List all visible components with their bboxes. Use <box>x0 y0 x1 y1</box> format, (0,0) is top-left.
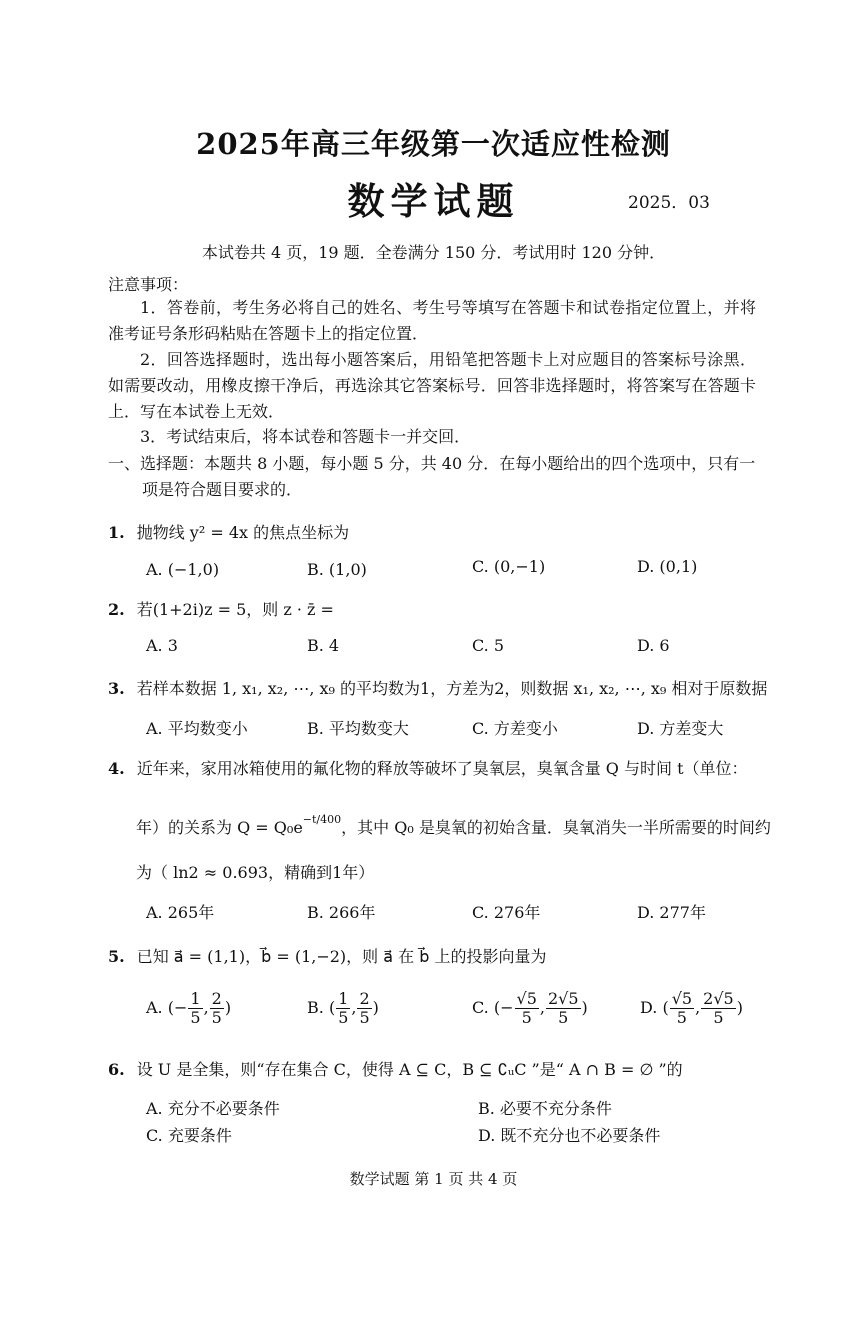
numerator: 2√5 <box>703 989 734 1008</box>
question-stem: 已知 a⃗ = (1,1)，b⃗ = (1,−2)，则 a⃗ 在 b⃗ 上的投影向量为 <box>136 947 547 966</box>
question-stem: 若(1+2i)z = 5，则 z · z̄ = <box>136 600 334 619</box>
q1-option-d: D. (0,1) <box>637 557 698 576</box>
paren-open: (− <box>167 998 188 1017</box>
denominator: 5 <box>190 1008 201 1027</box>
q3-option-a: A. 平均数变小 <box>146 719 248 738</box>
q2-option-c: C. 5 <box>472 636 505 655</box>
numerator: √5 <box>516 989 537 1008</box>
fraction <box>188 990 202 1027</box>
q5-option-a: A. (− $\frac{1}{5}$ , $\frac{2}{5}$ ) <box>146 989 232 1027</box>
q2-option-d: D. 6 <box>637 636 670 655</box>
question-4-line-2 <box>136 815 771 838</box>
subject-title: 数学试题 <box>347 179 520 223</box>
q4-option-d: D. 277年 <box>637 903 706 922</box>
q4-option-a: A. 265年 <box>146 903 215 922</box>
exam-date: 2025．03 <box>628 193 710 213</box>
fraction <box>357 990 371 1027</box>
question-stem: 近年来，家用冰箱使用的氟化物的释放等破坏了臭氧层，臭氧含量 Q 与时间 t（单位： <box>136 759 748 778</box>
question-stem: 抛物线 y² = 4x 的焦点坐标为 <box>136 523 350 542</box>
option-label: C. <box>472 998 489 1017</box>
denominator: 5 <box>713 1008 724 1027</box>
q6-option-d: D. 既不充分也不必要条件 <box>478 1126 661 1145</box>
question-stem: 若样本数据 1, x₁, x₂, ⋯, x₉ 的平均数为1，方差为2，则数据 x₁, x₂, ⋯, x₉ 相对于原数据 <box>136 679 768 698</box>
q2-option-b: B. 4 <box>307 636 340 655</box>
question-3 <box>108 676 767 699</box>
question-number: 5. <box>108 947 125 966</box>
notice-item-2: 2．回答选择题时，选出每小题答案后，用铅笔把答题卡上对应题目的答案标号涂黑．如需要改动，用橡皮擦干净后，再选涂其它答案标号．回答非选择题时，将答案写在答题卡上．写在本试卷上无效． <box>108 350 756 421</box>
denominator: 5 <box>338 1008 349 1027</box>
q1-option-c: C. (0,−1) <box>472 557 546 576</box>
denominator: 5 <box>558 1008 569 1027</box>
fraction <box>546 990 581 1027</box>
numerator: 2√5 <box>547 989 579 1008</box>
q2-option-a: A. 3 <box>146 636 178 655</box>
option-label: B. <box>307 998 324 1017</box>
notice-title: 注意事项： <box>108 275 189 294</box>
q5-option-d: D. ( $\frac{√5}{5}$ , $\frac{2√5}{5}$ ) <box>640 989 743 1027</box>
section-line-1: 一、选择题：本题共 8 小题，每小题 5 分，共 40 分．在每小题给出的四个选项中，只有一 <box>108 454 756 473</box>
question-number: 1. <box>108 523 125 542</box>
question-4-line-3: 为（ ln2 ≈ 0.693，精确到1年） <box>136 863 375 882</box>
section-line-2: 项是符合题目要求的． <box>142 480 303 499</box>
q4-exponent: −t/400 <box>302 813 342 826</box>
q4-option-b: B. 266年 <box>307 903 376 922</box>
numerator: 1 <box>190 989 201 1008</box>
question-number: 4. <box>108 759 125 778</box>
q4-option-c: C. 276年 <box>472 903 541 922</box>
q3-option-d: D. 方差变大 <box>637 719 724 738</box>
question-5 <box>108 944 546 967</box>
q3-option-b: B. 平均数变大 <box>307 719 409 738</box>
question-stem: 设 U 是全集，则“存在集合 C，使得 A ⊆ C，B ⊆ ∁ᵤC ”是“ A ∩ B = ∅ ”的 <box>136 1060 683 1079</box>
option-label: D. <box>640 998 658 1017</box>
notice-item-1: 1．答卷前，考生务必将自己的姓名、考生号等填写在答题卡和试卷指定位置上，并将准考证号条形码粘贴在答题卡上的指定位置． <box>108 298 756 343</box>
q1-option-a: A. (−1,0) <box>146 560 220 579</box>
question-2 <box>108 597 334 620</box>
paren-open: (− <box>493 998 514 1017</box>
fraction <box>701 990 736 1027</box>
denominator: 5 <box>676 1008 687 1027</box>
fraction <box>210 990 224 1027</box>
numerator: 2 <box>359 989 370 1008</box>
question-6 <box>108 1057 683 1080</box>
numerator: 1 <box>338 989 349 1008</box>
q6-option-c: C. 充要条件 <box>146 1126 232 1145</box>
q1-option-b: B. (1,0) <box>307 560 367 579</box>
denominator: 5 <box>211 1008 222 1027</box>
exam-info: 本试卷共 4 页，19 题．全卷满分 150 分．考试用时 120 分钟． <box>201 243 666 262</box>
paren-open: ( <box>662 998 669 1017</box>
question-4 <box>108 756 748 779</box>
question-number: 2. <box>108 600 125 619</box>
q3-option-c: C. 方差变小 <box>472 719 558 738</box>
denominator: 5 <box>359 1008 370 1027</box>
q5-option-c: C. (− $\frac{√5}{5}$ , $\frac{2√5}{5}$ ) <box>472 989 588 1027</box>
fraction <box>336 990 350 1027</box>
question-1 <box>108 520 349 543</box>
exam-title: 2025年高三年级第一次适应性检测 <box>196 127 671 161</box>
numerator: 2 <box>211 989 222 1008</box>
notice-item-3: 3．考试结束后，将本试卷和答题卡一并交回． <box>140 427 471 446</box>
paren-open: ( <box>328 998 336 1017</box>
q6-option-b: B. 必要不充分条件 <box>478 1099 612 1118</box>
q5-option-b: B. ( $\frac{1}{5}$ , $\frac{2}{5}$ ) <box>307 989 379 1027</box>
numerator: √5 <box>671 989 693 1008</box>
option-label: A. <box>146 998 163 1017</box>
q6-option-a: A. 充分不必要条件 <box>146 1099 280 1118</box>
fraction <box>670 990 694 1027</box>
question-number: 3. <box>108 679 125 698</box>
q4-formula-end: ，其中 Q₀ 是臭氧的初始含量．臭氧消失一半所需要的时间约 <box>341 818 771 837</box>
denominator: 5 <box>521 1008 532 1027</box>
page-footer: 数学试题 第 1 页 共 4 页 <box>349 1170 518 1188</box>
fraction <box>515 990 539 1027</box>
q4-formula-start: 年）的关系为 Q = Q₀e <box>136 818 303 837</box>
question-number: 6. <box>108 1060 125 1079</box>
section-heading <box>108 451 758 503</box>
